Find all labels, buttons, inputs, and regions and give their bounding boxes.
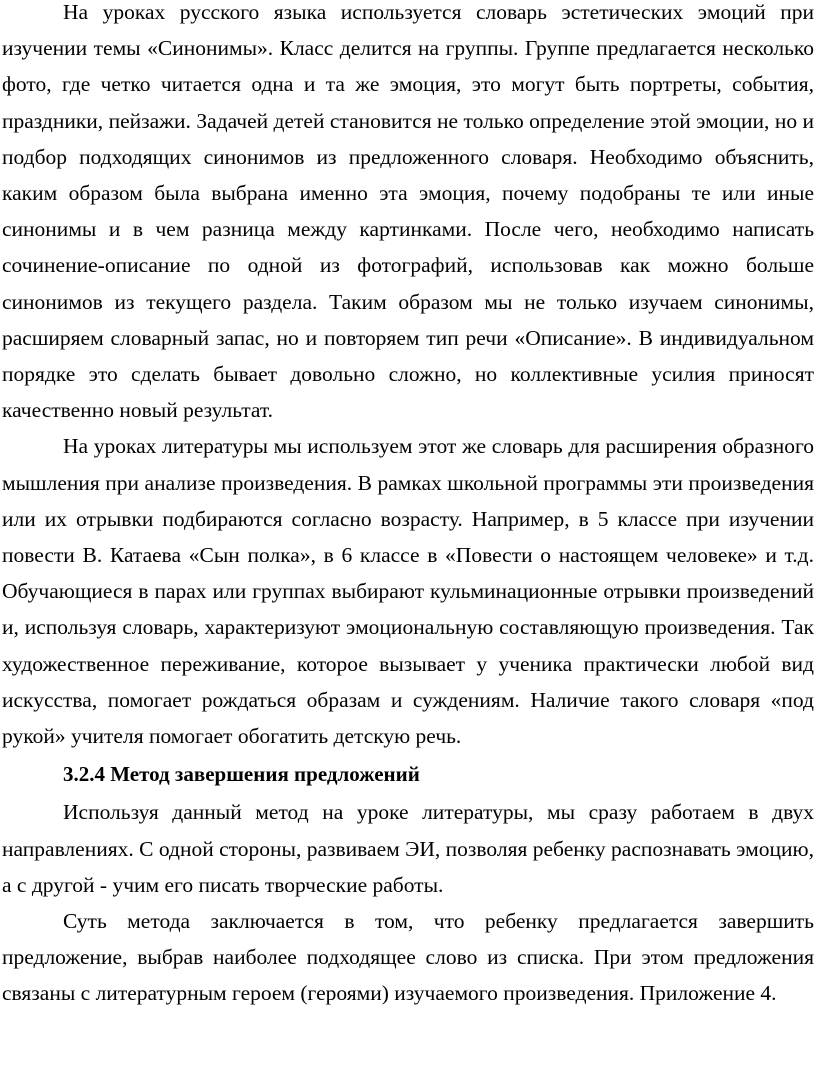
paragraph-method-essence: Суть метода заключается в том, что ребенку предлагается завершить предложение, выбрав наиболее подходящее слово из списка. При этом предложения связаны с литературным героем (героями) изучаемого произведения. Приложение 4. [2, 909, 814, 1006]
paragraph-russian-lessons: На уроках русского языка используется словарь эстетических эмоций при изучении темы «Синонимы». Класс делится на группы. Группе предлагается несколько фото, где четко читается одна и та же эмоция, это могут быть портреты, события, праздники, пейзажи. Задачей детей становится не только определение этой эмоции, но и подбор подходящих синонимов из предложенного словаря. Необходимо объяснить, каким образом была выбрана именно эта эмоция, почему подобраны те или иные синонимы и в чем разница между картинками. После чего, необходимо написать сочинение-описание по одной из фотографий, использовав как можно больше синонимов из текущего раздела. Таким образом мы не только изучаем синонимы, расширяем словарный запас, но и повторяем тип речи «Описание». В индивидуальном порядке это сделать бывает довольно сложно, но коллективные усилия приносят качественно новый результат. [2, 0, 814, 423]
paragraph-literature-lessons: На уроках литературы мы используем этот же словарь для расширения образного мышления при анализе произведения. В рамках школьной программы эти произведения или их отрывки подбираются согласно возрасту. Например, в 5 классе при изучении повести В. Катаева «Сын полка», в 6 классе в «Повести о настоящем человеке» и т.д. Обучающиеся в парах или группах выбирают кульминационные отрывки произведений и, используя словарь, характеризуют эмоциональную составляющую произведения. Так художественное переживание, которое вызывает у ученика практически любой вид искусства, помогает рождаться образам и суждениям. Наличие такого словаря «под рукой» учителя помогает обогатить детскую речь. [2, 434, 814, 749]
section-heading: 3.2.4 Метод завершения предложений [63, 762, 420, 787]
paragraph-method-usage: Используя данный метод на уроке литературы, мы сразу работаем в двух направлениях. С одной стороны, развиваем ЭИ, позволяя ребенку распознавать эмоцию, а с другой - учим его писать творческие работы. [2, 800, 814, 897]
document-page [2, 0, 814, 1012]
